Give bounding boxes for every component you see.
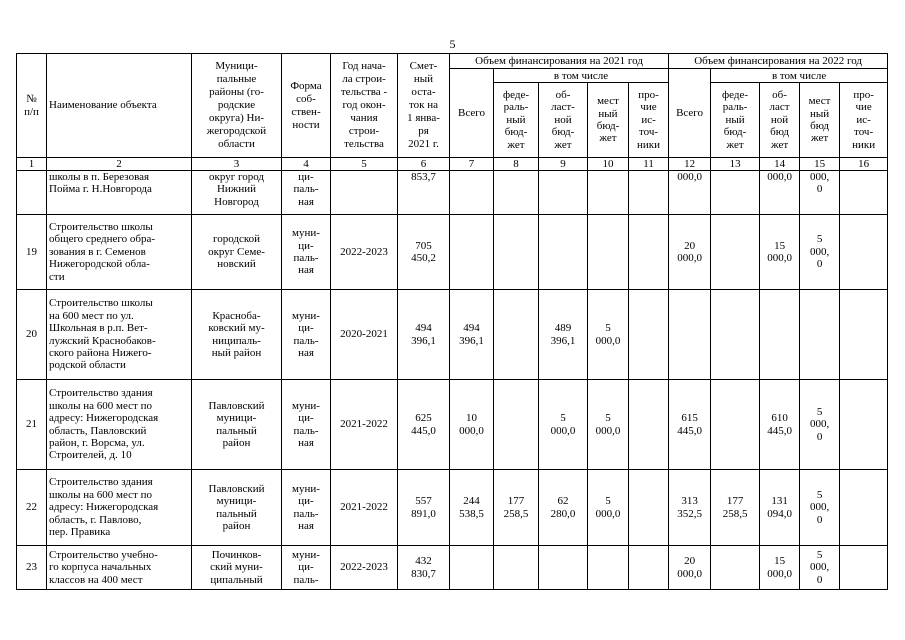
total-2022-cell: 20 000,0 bbox=[669, 546, 711, 590]
estimate-cell: 625 445,0 bbox=[398, 380, 450, 470]
total-2021-cell: 244 538,5 bbox=[450, 470, 494, 546]
header-estimate: Смет- ный оста- ток на 1 янва- ря 2021 г. bbox=[398, 54, 450, 158]
estimate-cell: 432 830,7 bbox=[398, 546, 450, 590]
federal-2022-cell: 177 258,5 bbox=[711, 470, 760, 546]
object-name-cell: Строительство школы общего среднего обра- зования в г. Семенов Нижегородской обла- сти bbox=[47, 215, 192, 290]
other-2022-cell bbox=[840, 470, 888, 546]
regional-2022-cell: 15 000,0 bbox=[760, 546, 800, 590]
other-2022-cell bbox=[840, 546, 888, 590]
column-number: 12 bbox=[669, 158, 711, 171]
regional-2022-cell: 15 000,0 bbox=[760, 215, 800, 290]
local-2021-cell: 5 000,0 bbox=[588, 380, 629, 470]
header-federal-2022: феде- раль- ный бюд- жет bbox=[711, 83, 760, 158]
header-regional-2021: об- ласт- ной бюд- жет bbox=[539, 83, 588, 158]
regional-2021-cell: 489 396,1 bbox=[539, 290, 588, 380]
ownership-cell: муни- ци- паль- ная bbox=[282, 290, 331, 380]
local-2021-cell bbox=[588, 215, 629, 290]
header-district: Муници- пальные районы (го- родские округа) Ни- жегородской области bbox=[192, 54, 282, 158]
estimate-cell: 494 396,1 bbox=[398, 290, 450, 380]
total-2022-cell: 615 445,0 bbox=[669, 380, 711, 470]
column-number: 5 bbox=[331, 158, 398, 171]
regional-2021-cell: 62 280,0 bbox=[539, 470, 588, 546]
local-2022-cell: 000, 0 bbox=[800, 171, 840, 215]
local-2021-cell bbox=[588, 171, 629, 215]
header-total-2022: Всего bbox=[669, 69, 711, 158]
regional-2021-cell bbox=[539, 215, 588, 290]
federal-2021-cell bbox=[494, 171, 539, 215]
other-2022-cell bbox=[840, 290, 888, 380]
column-number: 14 bbox=[760, 158, 800, 171]
column-number: 16 bbox=[840, 158, 888, 171]
regional-2022-cell bbox=[760, 290, 800, 380]
years-cell: 2022-2023 bbox=[331, 215, 398, 290]
column-number: 6 bbox=[398, 158, 450, 171]
object-name-cell: Строительство здания школы на 600 мест по адресу: Нижегородская область, г. Павлово, пер. Правика bbox=[47, 470, 192, 546]
header-including-2021: в том числе bbox=[494, 69, 669, 83]
district-cell: Павловский муници- пальный район bbox=[192, 380, 282, 470]
total-2022-cell: 313 352,5 bbox=[669, 470, 711, 546]
row-number-cell: 23 bbox=[17, 546, 47, 590]
local-2021-cell bbox=[588, 546, 629, 590]
district-cell: Починков- ский муни- ципальный bbox=[192, 546, 282, 590]
object-name-cell: школы в п. Березовая Пойма г. Н.Новгорода bbox=[47, 171, 192, 215]
estimate-cell: 705 450,2 bbox=[398, 215, 450, 290]
row-number-cell: 21 bbox=[17, 380, 47, 470]
regional-2022-cell: 131 094,0 bbox=[760, 470, 800, 546]
ownership-cell: муни- ци- паль- ная bbox=[282, 215, 331, 290]
financing-table bbox=[16, 53, 888, 590]
column-number: 11 bbox=[629, 158, 669, 171]
total-2021-cell: 494 396,1 bbox=[450, 290, 494, 380]
total-2021-cell bbox=[450, 215, 494, 290]
regional-2022-cell: 000,0 bbox=[760, 171, 800, 215]
estimate-cell: 557 891,0 bbox=[398, 470, 450, 546]
header-name: Наименование объекта bbox=[47, 54, 192, 158]
total-2022-cell: 20 000,0 bbox=[669, 215, 711, 290]
column-number: 1 bbox=[17, 158, 47, 171]
total-2022-cell: 000,0 bbox=[669, 171, 711, 215]
local-2022-cell: 5 000, 0 bbox=[800, 470, 840, 546]
object-name-cell: Строительство здания школы на 600 мест по адресу: Нижегородская область, Павловский район, г. Ворсма, ул. Строителей, д. 10 bbox=[47, 380, 192, 470]
column-number: 15 bbox=[800, 158, 840, 171]
header-federal-2021: феде- раль- ный бюд- жет bbox=[494, 83, 539, 158]
years-cell: 2021-2022 bbox=[331, 470, 398, 546]
other-2022-cell bbox=[840, 215, 888, 290]
federal-2021-cell bbox=[494, 215, 539, 290]
local-2021-cell: 5 000,0 bbox=[588, 290, 629, 380]
column-number: 3 bbox=[192, 158, 282, 171]
header-other-2021: про- чие ис- точ- ники bbox=[629, 83, 669, 158]
header-total-2021: Всего bbox=[450, 69, 494, 158]
object-name-cell: Строительство учебно- го корпуса начальных классов на 400 мест bbox=[47, 546, 192, 590]
other-2021-cell bbox=[629, 290, 669, 380]
table-row bbox=[17, 215, 888, 290]
column-number: 4 bbox=[282, 158, 331, 171]
header-other-2022: про- чие ис- точ- ники bbox=[840, 83, 888, 158]
row-number-cell: 20 bbox=[17, 290, 47, 380]
table-header bbox=[17, 54, 888, 171]
federal-2022-cell bbox=[711, 290, 760, 380]
federal-2022-cell bbox=[711, 380, 760, 470]
district-cell: Красноба- ковский му- ниципаль- ный район bbox=[192, 290, 282, 380]
local-2021-cell: 5 000,0 bbox=[588, 470, 629, 546]
years-cell: 2022-2023 bbox=[331, 546, 398, 590]
header-regional-2022: об- ласт ной бюд жет bbox=[760, 83, 800, 158]
other-2021-cell bbox=[629, 215, 669, 290]
federal-2021-cell bbox=[494, 546, 539, 590]
ownership-cell: муни- ци- паль- bbox=[282, 546, 331, 590]
local-2022-cell: 5 000, 0 bbox=[800, 546, 840, 590]
page-number: 5 bbox=[449, 37, 456, 51]
row-number-cell: 22 bbox=[17, 470, 47, 546]
years-cell bbox=[331, 171, 398, 215]
table-row bbox=[17, 546, 888, 590]
header-financing-2022: Объем финансирования на 2022 год bbox=[669, 54, 888, 69]
other-2021-cell bbox=[629, 546, 669, 590]
regional-2021-cell bbox=[539, 546, 588, 590]
object-name-cell: Строительство школы на 600 мест по ул. Школьная в р.п. Вет- лужский Краснобаков- ского района Нижего- родской области bbox=[47, 290, 192, 380]
column-number: 10 bbox=[588, 158, 629, 171]
federal-2022-cell bbox=[711, 215, 760, 290]
column-number: 7 bbox=[450, 158, 494, 171]
ownership-cell: ци- паль- ная bbox=[282, 171, 331, 215]
federal-2021-cell bbox=[494, 380, 539, 470]
federal-2022-cell bbox=[711, 171, 760, 215]
regional-2022-cell: 610 445,0 bbox=[760, 380, 800, 470]
table-row bbox=[17, 290, 888, 380]
table-row bbox=[17, 171, 888, 215]
column-number: 2 bbox=[47, 158, 192, 171]
local-2022-cell: 5 000, 0 bbox=[800, 215, 840, 290]
federal-2021-cell: 177 258,5 bbox=[494, 470, 539, 546]
column-number-row bbox=[17, 158, 888, 171]
header-num: № п/п bbox=[17, 54, 47, 158]
table-body bbox=[17, 171, 888, 590]
header-financing-2021: Объем финансирования на 2021 год bbox=[450, 54, 669, 69]
table-row bbox=[17, 380, 888, 470]
table-row bbox=[17, 470, 888, 546]
other-2021-cell bbox=[629, 171, 669, 215]
ownership-cell: муни- ци- паль- ная bbox=[282, 380, 331, 470]
row-number-cell: 19 bbox=[17, 215, 47, 290]
years-cell: 2020-2021 bbox=[331, 290, 398, 380]
district-cell: городской округ Семе- новский bbox=[192, 215, 282, 290]
header-including-2022: в том числе bbox=[711, 69, 888, 83]
other-2022-cell bbox=[840, 171, 888, 215]
local-2022-cell bbox=[800, 290, 840, 380]
total-2021-cell bbox=[450, 546, 494, 590]
other-2021-cell bbox=[629, 380, 669, 470]
federal-2021-cell bbox=[494, 290, 539, 380]
header-local-2022: мест ный бюд жет bbox=[800, 83, 840, 158]
header-years: Год нача- ла строи- тельства - год окон- чания строи- тельства bbox=[331, 54, 398, 158]
total-2021-cell: 10 000,0 bbox=[450, 380, 494, 470]
local-2022-cell: 5 000, 0 bbox=[800, 380, 840, 470]
column-number: 9 bbox=[539, 158, 588, 171]
row-number-cell bbox=[17, 171, 47, 215]
ownership-cell: муни- ци- паль- ная bbox=[282, 470, 331, 546]
header-ownership: Форма соб- ствен- ности bbox=[282, 54, 331, 158]
other-2021-cell bbox=[629, 470, 669, 546]
total-2021-cell bbox=[450, 171, 494, 215]
column-number: 8 bbox=[494, 158, 539, 171]
estimate-cell: 853,7 bbox=[398, 171, 450, 215]
district-cell: Павловский муници- пальный район bbox=[192, 470, 282, 546]
other-2022-cell bbox=[840, 380, 888, 470]
regional-2021-cell: 5 000,0 bbox=[539, 380, 588, 470]
federal-2022-cell bbox=[711, 546, 760, 590]
years-cell: 2021-2022 bbox=[331, 380, 398, 470]
column-number: 13 bbox=[711, 158, 760, 171]
header-local-2021: мест ный бюд- жет bbox=[588, 83, 629, 158]
total-2022-cell bbox=[669, 290, 711, 380]
regional-2021-cell bbox=[539, 171, 588, 215]
district-cell: округ город Нижний Новгород bbox=[192, 171, 282, 215]
